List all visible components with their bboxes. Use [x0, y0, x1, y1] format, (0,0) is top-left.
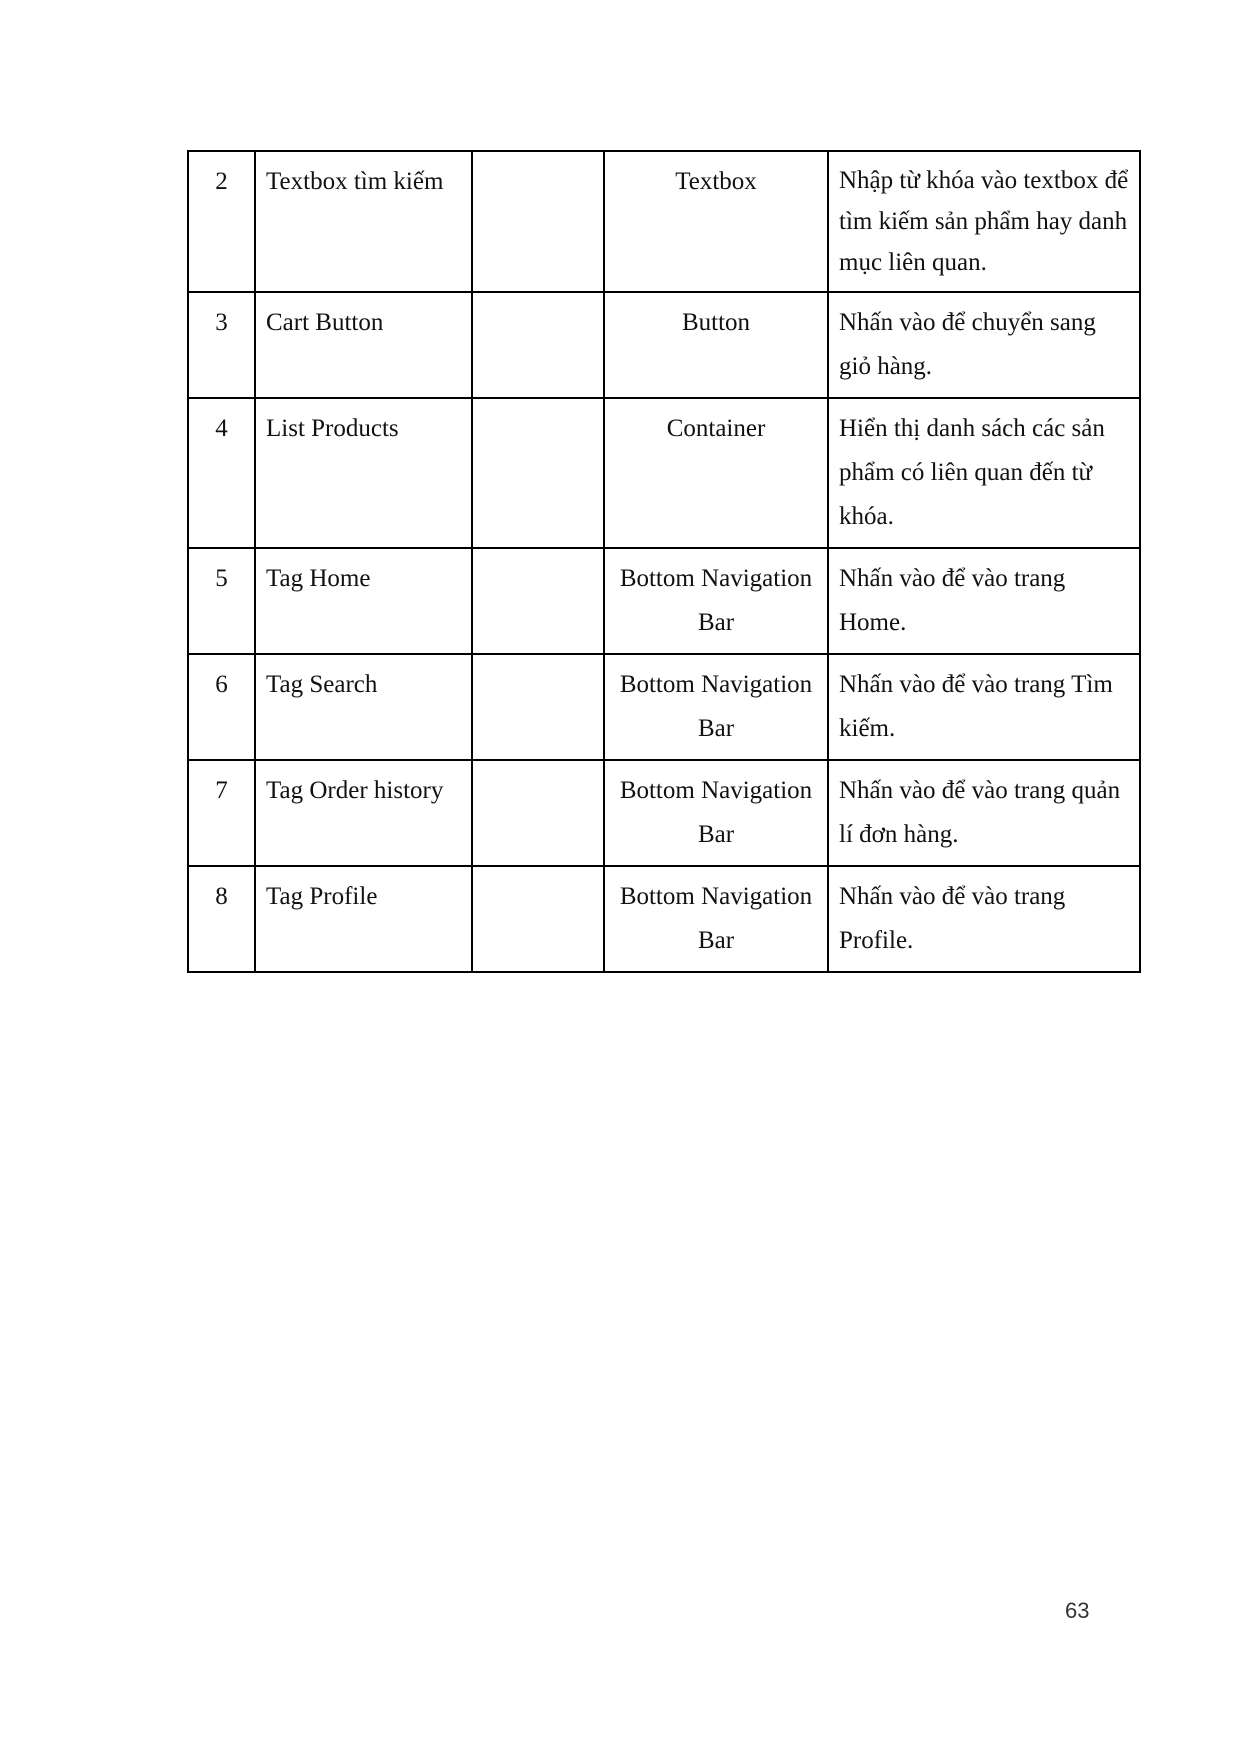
table-row: [188, 548, 1140, 654]
table-row: [188, 760, 1140, 866]
component-type: Bottom Navigation Bar: [604, 866, 828, 972]
row-number: 7: [188, 760, 255, 866]
component-type: Textbox: [604, 151, 828, 292]
component-description: Hiển thị danh sách các sản phẩm có liên quan đến từ khóa.: [828, 398, 1140, 548]
component-type: Bottom Navigation Bar: [604, 654, 828, 760]
component-name: List Products: [255, 398, 472, 548]
component-description: Nhấn vào để vào trang quản lí đơn hàng.: [828, 760, 1140, 866]
row-number: 2: [188, 151, 255, 292]
component-description: Nhấn vào để vào trang Home.: [828, 548, 1140, 654]
component-type: Button: [604, 292, 828, 398]
component-name: Tag Search: [255, 654, 472, 760]
table-row: [188, 654, 1140, 760]
row-number: 6: [188, 654, 255, 760]
row-number: 3: [188, 292, 255, 398]
table-row: [188, 151, 1140, 292]
component-description: Nhấn vào để vào trang Profile.: [828, 866, 1140, 972]
component-type: Container: [604, 398, 828, 548]
empty-cell: [472, 654, 604, 760]
table-row: [188, 292, 1140, 398]
row-number: 8: [188, 866, 255, 972]
row-number: 5: [188, 548, 255, 654]
component-name: Tag Order history: [255, 760, 472, 866]
component-description: Nhấn vào để chuyển sang giỏ hàng.: [828, 292, 1140, 398]
component-name: Textbox tìm kiếm: [255, 151, 472, 292]
component-description: Nhấn vào để vào trang Tìm kiếm.: [828, 654, 1140, 760]
empty-cell: [472, 151, 604, 292]
empty-cell: [472, 292, 604, 398]
empty-cell: [472, 548, 604, 654]
page-number: 63: [1065, 1598, 1090, 1623]
component-name: Cart Button: [255, 292, 472, 398]
empty-cell: [472, 760, 604, 866]
component-name: Tag Profile: [255, 866, 472, 972]
table-row: [188, 866, 1140, 972]
component-name: Tag Home: [255, 548, 472, 654]
empty-cell: [472, 398, 604, 548]
table-row: [188, 398, 1140, 548]
component-type: Bottom Navigation Bar: [604, 548, 828, 654]
empty-cell: [472, 866, 604, 972]
component-type: Bottom Navigation Bar: [604, 760, 828, 866]
component-description: Nhập từ khóa vào textbox để tìm kiếm sản phẩm hay danh mục liên quan.: [828, 151, 1140, 292]
row-number: 4: [188, 398, 255, 548]
ui-component-table: [187, 150, 1141, 973]
